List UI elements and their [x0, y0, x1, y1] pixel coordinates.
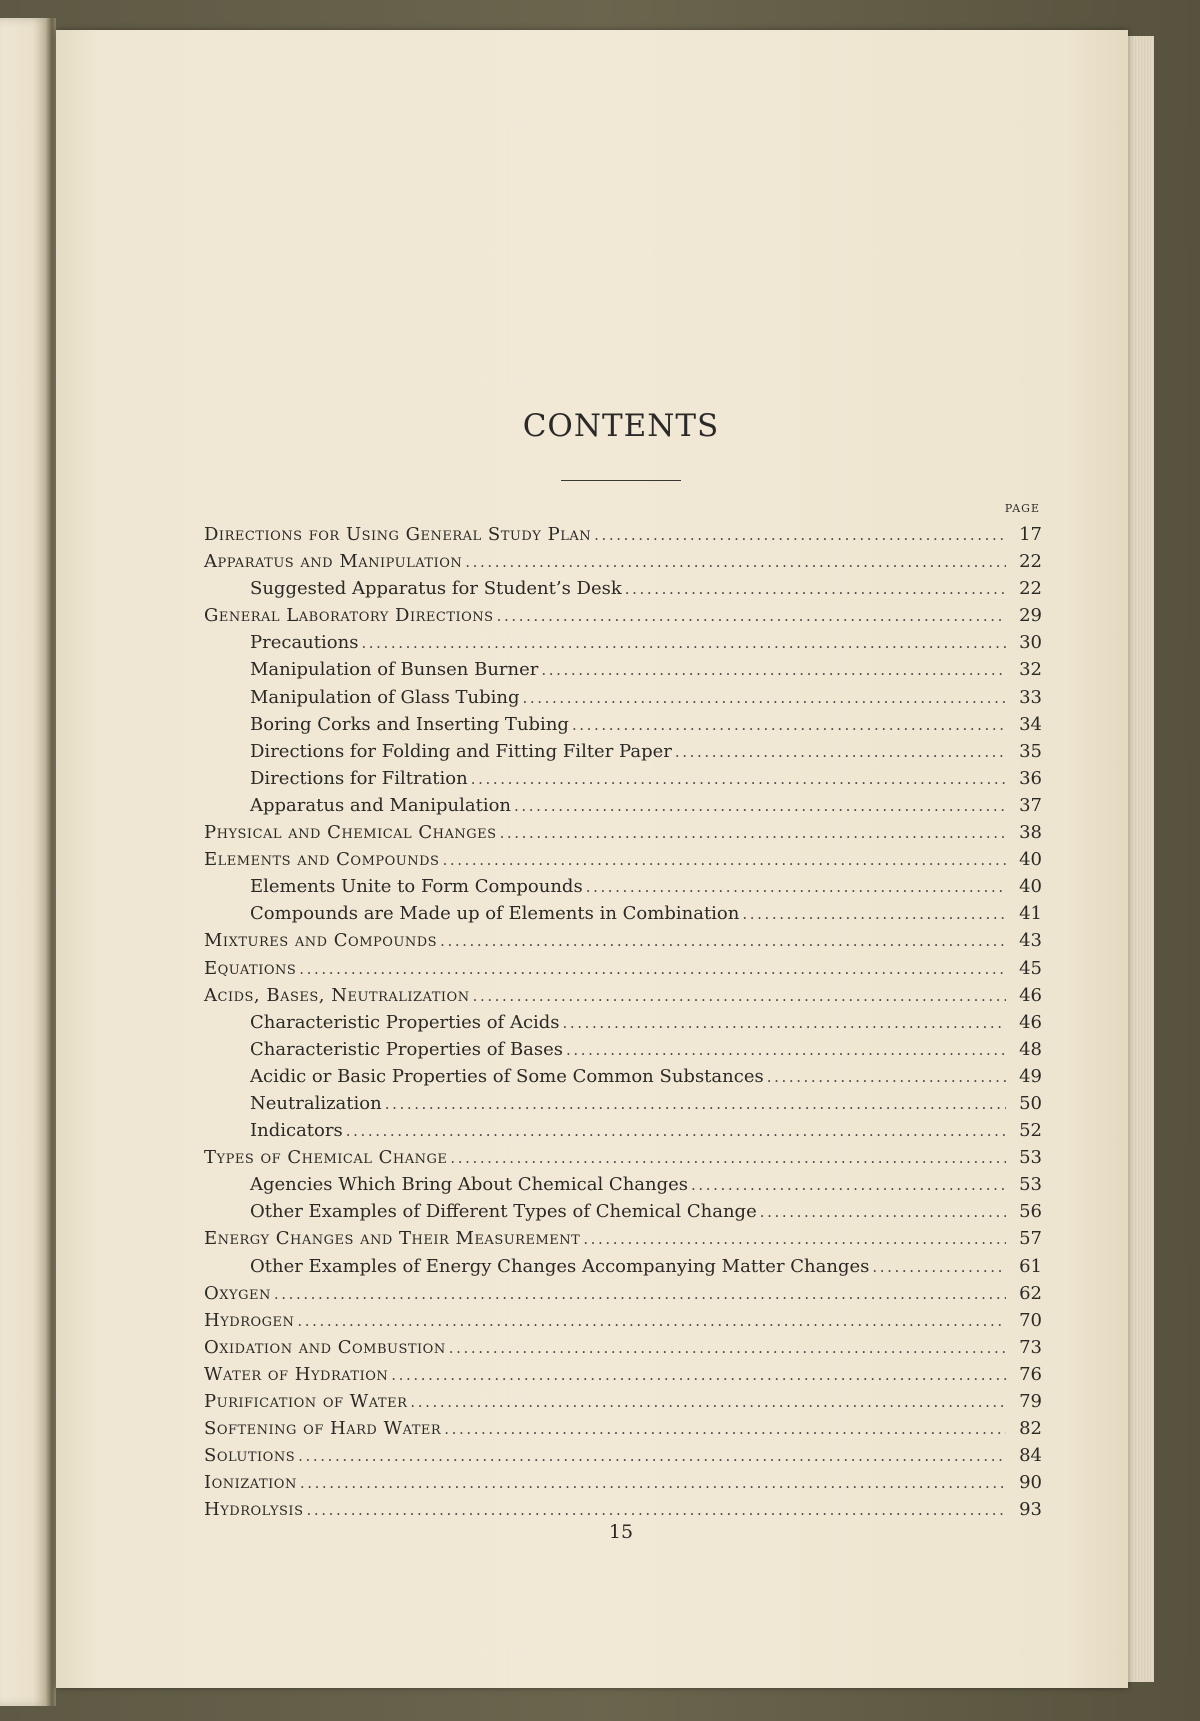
title-rule — [561, 480, 681, 481]
toc-entry-label: Acids, Bases, Neutralization — [204, 984, 470, 1006]
toc-entry-label: Physical and Chemical Changes — [204, 822, 497, 844]
leader-dots — [306, 1501, 1006, 1519]
toc-entry — [204, 687, 1042, 714]
toc-entry-label: Hydrogen — [204, 1309, 295, 1331]
toc-entry-label: Oxidation and Combustion — [204, 1336, 446, 1358]
toc-entry-label: Apparatus and Manipulation — [204, 551, 463, 573]
toc-entry-page: 40 — [1019, 849, 1042, 871]
toc-entry-page: 46 — [1019, 1011, 1042, 1033]
leader-dots — [760, 1203, 1006, 1221]
toc-entry — [204, 551, 1042, 578]
toc-entry — [204, 1174, 1042, 1201]
toc-entry-label: Water of Hydration — [204, 1363, 389, 1385]
toc-entry-label: Other Examples of Energy Changes Accompanying Matter Changes — [250, 1255, 870, 1277]
page-column-heading: PAGE — [1004, 502, 1040, 515]
leader-dots — [361, 634, 1006, 652]
toc-entry-label: Purification of Water — [204, 1391, 408, 1412]
toc-entry-label: General Laboratory Directions — [204, 605, 494, 627]
leader-dots — [691, 1176, 1006, 1194]
toc-entry-label: Oxygen — [204, 1282, 271, 1304]
leader-dots — [473, 987, 1006, 1005]
leader-dots — [675, 743, 1006, 761]
toc-entry — [204, 1256, 1042, 1283]
toc-entry-label: Directions for Filtration — [250, 767, 468, 789]
leader-dots — [566, 1041, 1006, 1059]
toc-entry-page: 82 — [1019, 1418, 1042, 1440]
leader-dots — [541, 661, 1006, 679]
toc-entry-label: Mixtures and Compounds — [204, 930, 438, 952]
toc-entry-page: 38 — [1019, 822, 1042, 844]
toc-entry-page: 34 — [1019, 713, 1042, 735]
leader-dots — [297, 1312, 1006, 1330]
leader-dots — [767, 1068, 1006, 1086]
toc-entry-page: 62 — [1019, 1282, 1042, 1304]
toc-entry-page: 57 — [1019, 1228, 1042, 1250]
leader-dots — [450, 1149, 1006, 1167]
toc-entry-page: 52 — [1019, 1120, 1042, 1142]
leader-dots — [563, 1014, 1006, 1032]
toc-entry-page: 41 — [1019, 903, 1042, 925]
leader-dots — [300, 1474, 1006, 1492]
toc-entry — [204, 1418, 1042, 1445]
toc-entry-page: 46 — [1019, 984, 1042, 1006]
toc-entry — [204, 524, 1042, 551]
toc-entry-label: Compounds are Made up of Elements in Combination — [250, 903, 740, 925]
toc-entry-label: Softening of Hard Water — [204, 1418, 442, 1440]
leader-dots — [299, 960, 1006, 978]
toc-entry-page: 61 — [1019, 1255, 1042, 1277]
toc-entry — [204, 985, 1042, 1012]
toc-entry-label: Other Examples of Different Types of Chemical Change — [250, 1201, 757, 1223]
toc-entry-page: 84 — [1019, 1445, 1042, 1467]
leader-dots — [500, 824, 1006, 842]
contents-page — [56, 30, 1128, 1688]
toc-entry-label: Manipulation of Bunsen Burner — [250, 659, 539, 681]
toc-entry-page: 29 — [1019, 605, 1042, 627]
toc-entry-page: 45 — [1019, 957, 1042, 979]
page-number: 15 — [608, 1521, 634, 1543]
toc-entry — [204, 659, 1042, 686]
toc-entry — [204, 1310, 1042, 1337]
toc-entry — [204, 930, 1042, 957]
toc-entry-page: 32 — [1019, 659, 1042, 681]
leader-dots — [298, 1447, 1006, 1465]
toc-entry — [204, 1283, 1042, 1310]
toc-entry — [204, 1093, 1042, 1120]
toc-entry-label: Elements and Compounds — [204, 849, 440, 871]
leader-dots — [440, 932, 1006, 950]
toc-entry-page: 93 — [1019, 1499, 1042, 1521]
leader-dots — [742, 905, 1006, 923]
toc-entry-label: Hydrolysis — [204, 1499, 304, 1521]
toc-entry-page: 36 — [1019, 767, 1042, 789]
leader-dots — [514, 797, 1006, 815]
toc-entry — [204, 1012, 1042, 1039]
leader-dots — [872, 1258, 1006, 1276]
page-edges — [1128, 36, 1154, 1682]
toc-entry — [204, 876, 1042, 903]
toc-entry — [204, 958, 1042, 985]
toc-entry — [204, 1201, 1042, 1228]
leader-dots — [449, 1339, 1006, 1357]
toc-entry — [204, 1445, 1042, 1472]
toc-entry-page: 53 — [1019, 1174, 1042, 1196]
toc-entry — [204, 1039, 1042, 1066]
toc-entry-label: Manipulation of Glass Tubing — [250, 686, 520, 708]
leader-dots — [583, 1230, 1006, 1248]
toc-entry-label: Directions for Folding and Fitting Filter Paper — [250, 740, 672, 762]
toc-entry-page: 43 — [1019, 930, 1042, 952]
table-of-contents — [204, 524, 1042, 1526]
toc-entry-page: 73 — [1019, 1336, 1042, 1358]
leader-dots — [586, 878, 1006, 896]
leader-dots — [497, 607, 1006, 625]
toc-entry — [204, 1120, 1042, 1147]
toc-entry-page: 70 — [1019, 1309, 1042, 1331]
toc-entry-label: Solutions — [204, 1445, 296, 1467]
toc-entry-label: Neutralization — [250, 1092, 382, 1114]
toc-entry — [204, 849, 1042, 876]
leader-dots — [410, 1393, 1006, 1411]
toc-entry-label: Apparatus and Manipulation — [250, 794, 511, 816]
toc-entry — [204, 605, 1042, 632]
leader-dots — [625, 580, 1006, 598]
toc-entry — [204, 1364, 1042, 1391]
toc-entry-label: Energy Changes and Their Measurement — [204, 1228, 581, 1250]
leader-dots — [594, 526, 1006, 544]
toc-entry-label: Characteristic Properties of Acids — [250, 1011, 560, 1033]
toc-entry-page: 17 — [1019, 524, 1042, 545]
toc-entry-label: Characteristic Properties of Bases — [250, 1038, 564, 1060]
toc-entry — [204, 1337, 1042, 1364]
toc-entry-page: 50 — [1019, 1092, 1042, 1114]
toc-entry-page: 35 — [1019, 740, 1042, 762]
toc-entry — [204, 578, 1042, 605]
toc-entry-label: Precautions — [250, 632, 359, 654]
page-title: CONTENTS — [522, 408, 720, 444]
toc-entry-page: 49 — [1019, 1065, 1042, 1087]
toc-entry-label: Types of Chemical Change — [204, 1147, 448, 1169]
leader-dots — [444, 1420, 1006, 1438]
toc-entry-page: 79 — [1019, 1391, 1042, 1412]
leader-dots — [471, 770, 1006, 788]
leader-dots — [346, 1122, 1006, 1140]
toc-entry — [204, 1472, 1042, 1499]
toc-entry — [204, 822, 1042, 849]
toc-entry-page: 76 — [1019, 1363, 1042, 1385]
toc-entry — [204, 903, 1042, 930]
left-page-edge — [0, 18, 48, 1706]
leader-dots — [523, 689, 1006, 707]
leader-dots — [385, 1095, 1006, 1113]
toc-entry-page: 22 — [1019, 551, 1042, 573]
toc-entry-page: 48 — [1019, 1038, 1042, 1060]
toc-entry — [204, 632, 1042, 659]
toc-entry-label: Boring Corks and Inserting Tubing — [250, 713, 569, 735]
toc-entry-page: 40 — [1019, 876, 1042, 898]
toc-entry-page: 53 — [1019, 1147, 1042, 1169]
toc-entry — [204, 1147, 1042, 1174]
toc-entry — [204, 741, 1042, 768]
toc-entry-label: Acidic or Basic Properties of Some Common Substances — [250, 1065, 764, 1087]
toc-entry-page: 37 — [1019, 794, 1042, 816]
toc-entry — [204, 1228, 1042, 1255]
toc-entry-page: 22 — [1019, 578, 1042, 600]
leader-dots — [442, 851, 1006, 869]
toc-entry — [204, 768, 1042, 795]
leader-dots — [391, 1366, 1006, 1384]
leader-dots — [572, 716, 1006, 734]
toc-entry-page: 33 — [1019, 686, 1042, 708]
toc-entry-label: Ionization — [204, 1472, 297, 1494]
toc-entry — [204, 1066, 1042, 1093]
toc-entry — [204, 795, 1042, 822]
leader-dots — [274, 1285, 1006, 1303]
toc-entry-page: 30 — [1019, 632, 1042, 654]
toc-entry-label: Indicators — [250, 1120, 343, 1142]
toc-entry-label: Agencies Which Bring About Chemical Changes — [250, 1174, 689, 1196]
book-gutter — [46, 18, 56, 1706]
toc-entry — [204, 714, 1042, 741]
toc-entry — [204, 1391, 1042, 1418]
toc-entry-label: Directions for Using General Study Plan — [204, 524, 592, 545]
toc-entry-page: 90 — [1019, 1472, 1042, 1494]
leader-dots — [465, 553, 1006, 571]
toc-entry-label: Equations — [204, 957, 297, 979]
toc-entry-label: Elements Unite to Form Compounds — [250, 876, 583, 898]
toc-entry-label: Suggested Apparatus for Student’s Desk — [250, 578, 622, 600]
toc-entry-page: 56 — [1019, 1201, 1042, 1223]
